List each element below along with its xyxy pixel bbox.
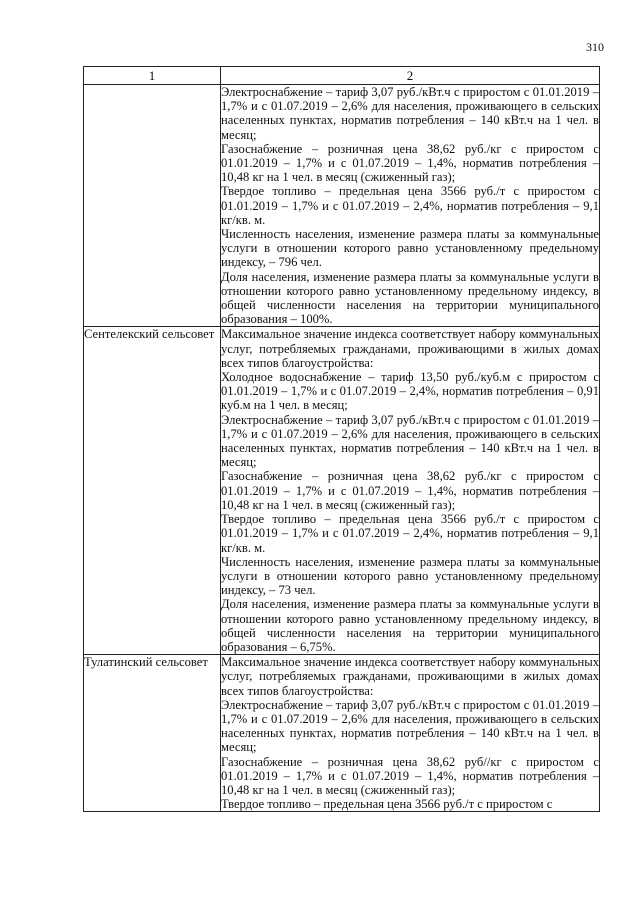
- document-table: [83, 66, 600, 812]
- paragraph: Численность населения, изменение размера платы за коммунальные услуги в отношении которого равно установленному предельному индексу, – 73 чел.: [221, 554, 599, 598]
- paragraph: Доля населения, изменение размера платы за коммунальные услуги в отношении которого равно установленному предельному индексу, в общей численности населения на территории муниципального образования – 100%.: [221, 269, 599, 327]
- column-header-1: 1: [84, 67, 221, 85]
- paragraph: Холодное водоснабжение – тариф 13,50 руб./куб.м с приростом с 01.01.2019 – 1,7% и с 01.07.2019 – 2,4%, норматив потребления – 0,91 куб.м на 1 чел. в месяц;: [221, 370, 599, 413]
- paragraph: Доля населения, изменение размера платы за коммунальные услуги в отношении которого равно установленному предельному индексу, в общей численности населения на территории муниципального образования – 6,75%.: [221, 597, 599, 654]
- paragraph: Твердое топливо – предельная цена 3566 руб./т с приростом с 01.01.2019 – 1,7% и с 01.07.2019 – 2,4%, норматив потребления – 9,1 кг/кв. м.: [221, 512, 599, 555]
- page-number: 310: [586, 40, 604, 54]
- paragraph: Газоснабжение – розничная цена 38,62 руб./кг с приростом с 01.01.2019 – 1,7% и с 01.07.2019 – 1,4%, норматив потребления – 10,48 кг на 1 чел. в месяц (сжиженный газ);: [221, 141, 599, 185]
- table-row: [84, 655, 600, 812]
- table-header-row: [84, 67, 600, 85]
- table-row: [84, 327, 600, 655]
- municipality-name: [84, 85, 221, 327]
- indicators-cell: [221, 655, 600, 812]
- paragraph: Электроснабжение – тариф 3,07 руб./кВт.ч с приростом с 01.01.2019 – 1,7% и с 01.07.2019 – 2,6% для населения, проживающего в сельских населенных пунктах, норматив потребления – 140 кВт.ч на 1 чел. в месяц;: [221, 697, 599, 755]
- paragraph: Твердое топливо – предельная цена 3566 руб./т с приростом с 01.01.2019 – 1,7% и с 01.07.2019 – 2,4%, норматив потребления – 9,1 кг/кв. м.: [221, 184, 599, 227]
- paragraph: Численность населения, изменение размера платы за коммунальные услуги в отношении которого равно установленному предельному индексу, – 796 чел.: [221, 227, 599, 270]
- paragraph: Твердое топливо – предельная цена 3566 руб./т с приростом с: [221, 797, 553, 812]
- paragraph: Газоснабжение – розничная цена 38,62 руб//кг с приростом с 01.01.2019 – 1,7% и с 01.07.2019 – 1,4%, норматив потребления – 10,48 кг на 1 чел. в месяц (сжиженный газ);: [221, 754, 599, 797]
- municipality-name: Тулатинский сельсовет: [84, 655, 221, 812]
- table-row: [84, 85, 600, 327]
- municipality-name: Сентелекский сельсовет: [84, 327, 221, 655]
- column-header-2: 2: [221, 67, 600, 85]
- indicators-cell: [221, 85, 600, 327]
- paragraph: Электроснабжение – тариф 3,07 руб./кВт.ч с приростом с 01.01.2019 – 1,7% и с 01.07.2019 – 2,6% для населения, проживающего в сельских населенных пунктах, норматив потребления – 140 кВт.ч на 1 чел. в месяц;: [221, 85, 599, 142]
- paragraph: Максимальное значение индекса соответствует набору коммунальных услуг, потребляемых гражданами, проживающими в жилых домах всех типов благоустройства:: [221, 327, 599, 370]
- indicators-cell: [221, 327, 600, 655]
- paragraph: Газоснабжение – розничная цена 38,62 руб./кг с приростом с 01.01.2019 – 1,7% и с 01.07.2019 – 1,4%, норматив потребления – 10,48 кг на 1 чел. в месяц (сжиженный газ);: [221, 469, 599, 512]
- paragraph: Максимальное значение индекса соответствует набору коммунальных услуг, потребляемых гражданами, проживающими в жилых домах всех типов благоустройства:: [221, 655, 599, 698]
- paragraph: Электроснабжение – тариф 3,07 руб./кВт.ч с приростом с 01.01.2019 – 1,7% и с 01.07.2019 – 2,6% для населения, проживающего в сельских населенных пунктах, норматив потребления – 140 кВт.ч на 1 чел. в месяц;: [221, 412, 599, 470]
